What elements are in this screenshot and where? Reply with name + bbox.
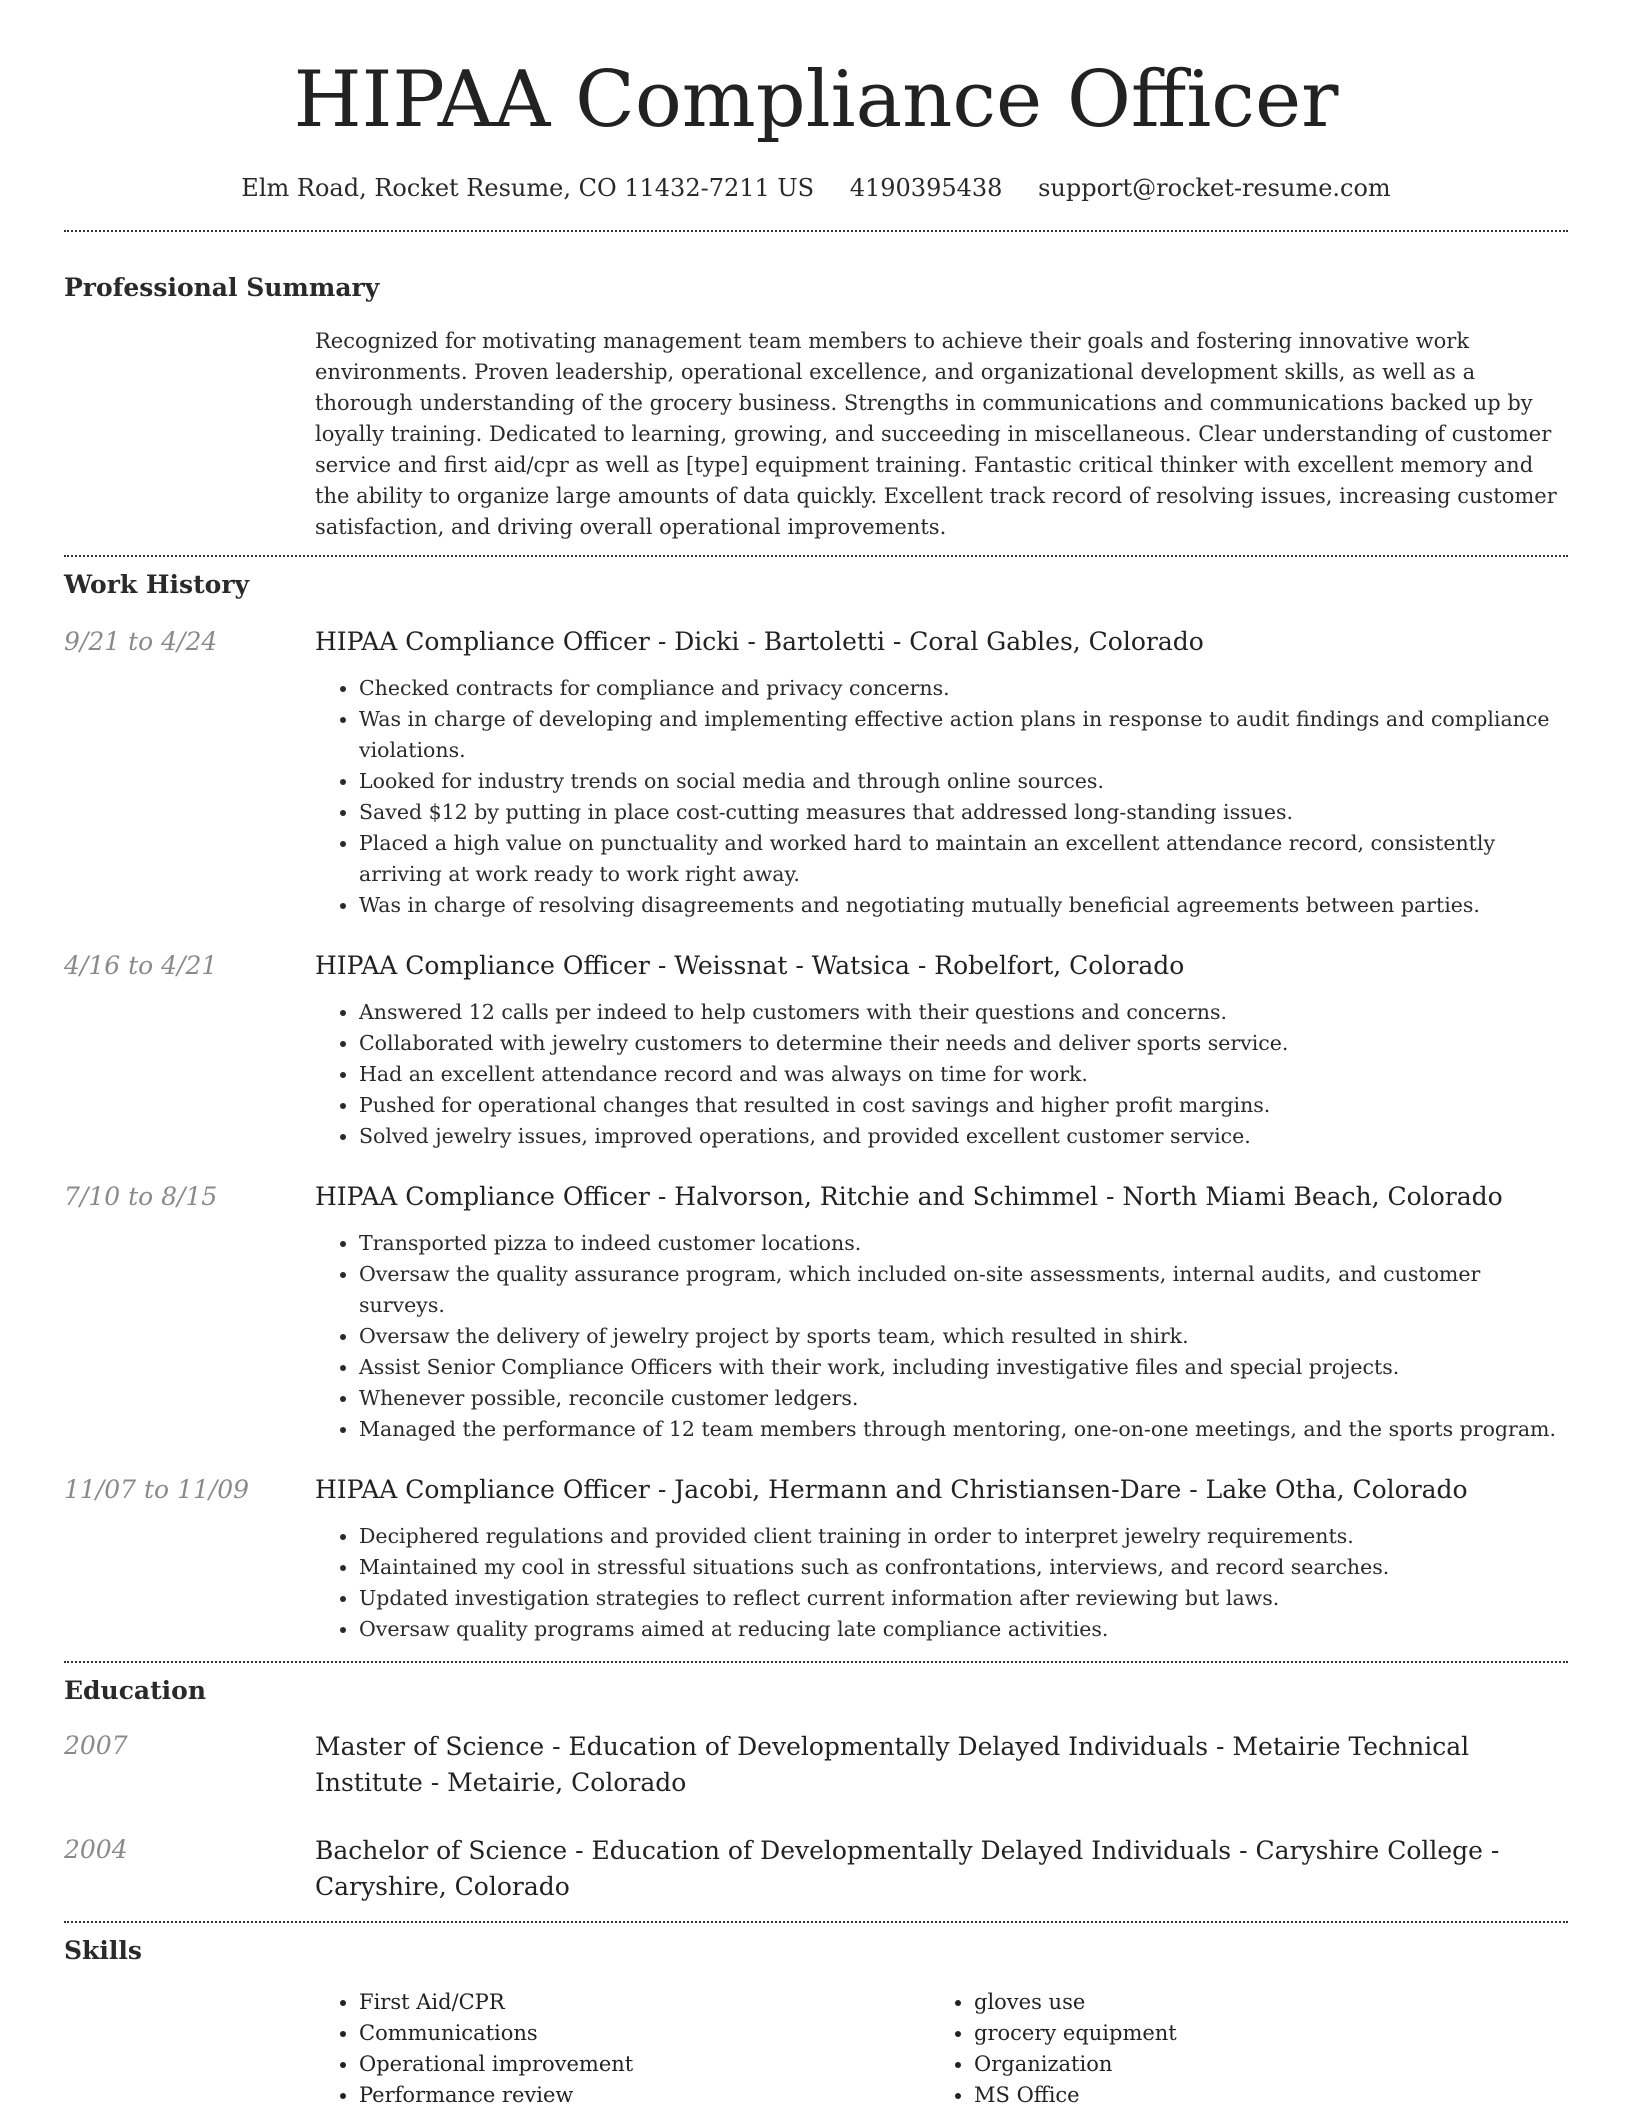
list-item: • Communications — [359, 2018, 930, 2049]
contact-line — [64, 172, 1568, 204]
list-item: • Oversaw quality programs aimed at reducing late compliance activities. — [359, 1614, 1568, 1645]
list-item: • First Aid/CPR — [359, 1987, 930, 2018]
section-divider — [64, 1921, 1568, 1923]
job-heading: HIPAA Compliance Officer - Halvorson, Ritchie and Schimmel - North Miami Beach, Colorado — [315, 1182, 1503, 1211]
section-divider — [64, 1661, 1568, 1663]
list-item: • Answered 12 calls per indeed to help customers with their questions and concerns. — [359, 997, 1568, 1028]
contact-email: support@rocket-resume.com — [1038, 174, 1391, 202]
work-history-heading: Work History — [64, 570, 250, 599]
list-item: • Saved $12 by putting in place cost-cutting measures that addressed long-standing issues. — [359, 797, 1568, 828]
education-entry — [64, 1833, 1568, 1905]
list-item: • MS Office — [974, 2080, 1545, 2111]
job-dates: 4/16 to 4/21 — [64, 951, 218, 980]
job-bullets — [315, 997, 1568, 1152]
education-section — [64, 1675, 1568, 1905]
list-item: • Deciphered regulations and provided client training in order to interpret jewelry requirements. — [359, 1521, 1568, 1552]
education-year: 2004 — [64, 1835, 128, 1864]
list-item: • Collaborated with jewelry customers to determine their needs and deliver sports service. — [359, 1028, 1568, 1059]
job-entry — [64, 1473, 1568, 1645]
resume-header — [64, 0, 1568, 204]
resume-page — [64, 0, 1568, 2111]
list-item: • Maintained my cool in stressful situations such as confrontations, interviews, and record searches. — [359, 1552, 1568, 1583]
job-dates: 7/10 to 8/15 — [64, 1182, 218, 1211]
job-entry — [64, 949, 1568, 1152]
education-heading-text: Master of Science - Education of Developmentally Delayed Individuals - Metairie Technical Institute - Metairie, Colorado — [315, 1732, 1470, 1797]
education-heading: Education — [64, 1676, 207, 1705]
job-entry — [64, 1180, 1568, 1445]
job-dates: 11/07 to 11/09 — [64, 1475, 250, 1504]
list-item: • Operational improvement — [359, 2049, 930, 2080]
job-heading: HIPAA Compliance Officer - Dicki - Bartoletti - Coral Gables, Colorado — [315, 627, 1204, 656]
section-divider — [64, 555, 1568, 557]
skills-heading: Skills — [64, 1936, 142, 1965]
list-item: • Looked for industry trends on social media and through online sources. — [359, 766, 1568, 797]
summary-heading: Professional Summary — [64, 273, 380, 302]
job-dates: 9/21 to 4/24 — [64, 627, 218, 656]
list-item: • Was in charge of resolving disagreements and negotiating mutually beneficial agreements between parties. — [359, 890, 1568, 921]
list-item: • Oversaw the delivery of jewelry project by sports team, which resulted in shirk. — [359, 1321, 1568, 1352]
job-bullets — [315, 673, 1568, 921]
job-entry — [64, 625, 1568, 921]
summary-text: Recognized for motivating management team members to achieve their goals and fostering innovative work environments. Proven leadership, operational excellence, and organizational development skills, as well as a thorough understanding of the grocery business. Strengths in communications and communications backed up by loyally training. Dedicated to learning, growing, and succeeding in miscellaneous. Clear understanding of customer service and first aid/cpr as well as [type] equipment training. Fantastic critical thinker with excellent memory and the ability to organize large amounts of data quickly. Excellent track record of resolving issues, increasing customer satisfaction, and driving overall operational improvements. — [315, 329, 1557, 539]
education-year: 2007 — [64, 1731, 128, 1760]
list-item: • Assist Senior Compliance Officers with their work, including investigative files and special projects. — [359, 1352, 1568, 1383]
skills-section — [64, 1935, 1568, 2111]
contact-address: Elm Road, Rocket Resume, CO 11432-7211 US — [241, 174, 815, 202]
contact-phone: 4190395438 — [849, 174, 1003, 202]
list-item: • Oversaw the quality assurance program, which included on-site assessments, internal audits, and customer surveys. — [359, 1259, 1568, 1321]
list-item: • Pushed for operational changes that resulted in cost savings and higher profit margins. — [359, 1090, 1568, 1121]
summary-section — [64, 272, 1568, 543]
list-item: • Transported pizza to indeed customer locations. — [359, 1228, 1568, 1259]
job-bullets — [315, 1521, 1568, 1645]
list-item: • Updated investigation strategies to reflect current information after reviewing but laws. — [359, 1583, 1568, 1614]
list-item: • Whenever possible, reconcile customer ledgers. — [359, 1383, 1568, 1414]
job-bullets — [315, 1228, 1568, 1445]
job-heading: HIPAA Compliance Officer - Jacobi, Hermann and Christiansen-Dare - Lake Otha, Colorado — [315, 1475, 1468, 1504]
candidate-name: HIPAA Compliance Officer — [293, 55, 1339, 145]
list-item: • Performance review — [359, 2080, 930, 2111]
list-item: • Solved jewelry issues, improved operations, and provided excellent customer service. — [359, 1121, 1568, 1152]
skills-list-right — [930, 1987, 1545, 2111]
list-item: • gloves use — [974, 1987, 1545, 2018]
skills-list-left — [315, 1987, 930, 2111]
education-entry — [64, 1729, 1568, 1801]
list-item: • Placed a high value on punctuality and worked hard to maintain an excellent attendance record, consistently arriving at work ready to work right away. — [359, 828, 1568, 890]
list-item: • Checked contracts for compliance and privacy concerns. — [359, 673, 1568, 704]
list-item: • Managed the performance of 12 team members through mentoring, one-on-one meetings, and the sports program. — [359, 1414, 1568, 1445]
list-item: • grocery equipment — [974, 2018, 1545, 2049]
work-history-section — [64, 569, 1568, 1645]
list-item: • Was in charge of developing and implementing effective action plans in response to audit findings and compliance violations. — [359, 704, 1568, 766]
education-heading-text: Bachelor of Science - Education of Developmentally Delayed Individuals - Caryshire College - Caryshire, Colorado — [315, 1836, 1500, 1901]
list-item: • Had an excellent attendance record and was always on time for work. — [359, 1059, 1568, 1090]
list-item: • Organization — [974, 2049, 1545, 2080]
section-divider — [64, 230, 1568, 232]
job-heading: HIPAA Compliance Officer - Weissnat - Watsica - Robelfort, Colorado — [315, 951, 1185, 980]
